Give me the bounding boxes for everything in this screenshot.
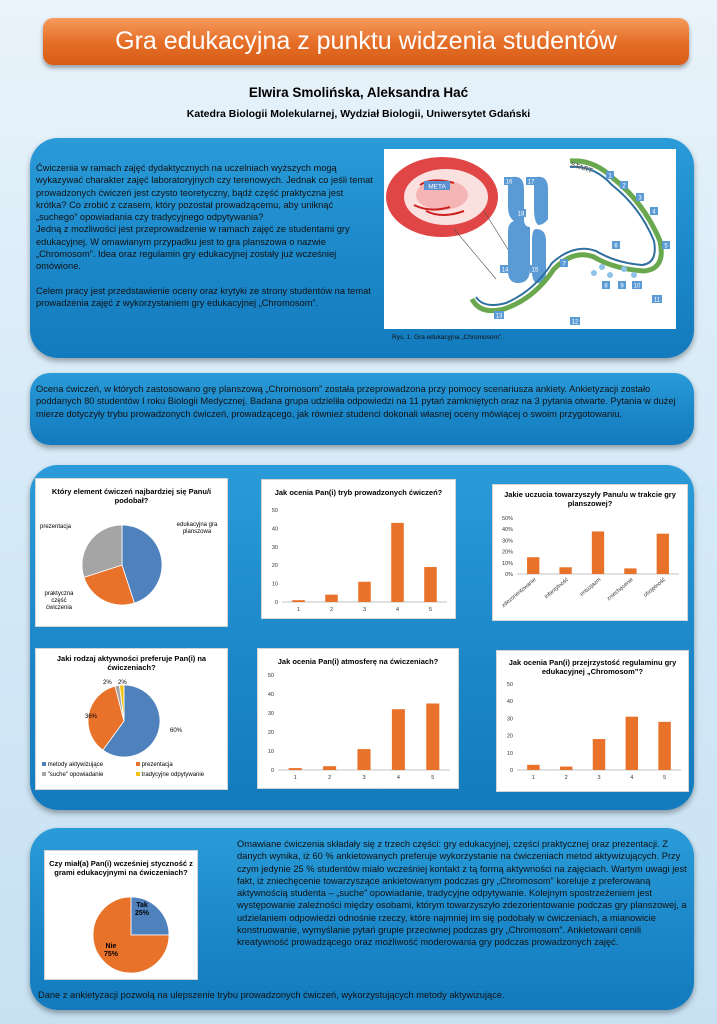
y-tick-label: 30% xyxy=(501,538,513,545)
x-tick-label: 2 xyxy=(329,607,334,613)
chromosom-board-figure xyxy=(384,149,676,329)
board-number: 10 xyxy=(633,283,641,290)
chart-1 xyxy=(35,478,228,627)
pie-label: praktyczna część ćwiczenia xyxy=(44,591,74,611)
bar xyxy=(424,567,437,602)
bar xyxy=(358,582,371,602)
y-tick-label: 20% xyxy=(501,549,513,556)
chart-6 xyxy=(496,650,689,792)
legend-swatch xyxy=(42,762,46,766)
pie-svg xyxy=(45,851,197,979)
x-tick-label: 5 xyxy=(663,775,667,781)
intro-text xyxy=(36,162,376,321)
bar-svg xyxy=(493,485,687,620)
bar-svg xyxy=(497,651,688,791)
bar xyxy=(325,595,338,602)
board-number: 18 xyxy=(517,211,525,218)
chart-title: Jak ocenia Pan(i) atmosferę na ćwiczeniach? xyxy=(277,657,439,666)
chart-title: Jak ocenia Pan(i) przejrzystość regulaminu gry edukacyjnej „Chromosom”? xyxy=(508,658,677,676)
y-tick-label: 10 xyxy=(271,581,278,588)
y-tick-label: 50 xyxy=(271,508,278,514)
chart-title: Czy miał(a) Pan(i) wcześniej styczność z grami edukacyjnymi na ćwiczeniach? xyxy=(49,859,193,877)
y-tick-label: 10 xyxy=(267,749,274,755)
legend-label: "suche" opowiadanie xyxy=(47,772,104,778)
y-tick-label: 10 xyxy=(506,750,513,757)
y-tick-label: 50% xyxy=(501,516,513,522)
y-tick-label: 40 xyxy=(271,526,278,533)
pie-data-label: 2% xyxy=(118,680,127,686)
bar xyxy=(527,557,539,574)
y-tick-label: 0 xyxy=(270,768,274,774)
legend-swatch xyxy=(42,772,46,776)
board-number: 15 xyxy=(531,267,539,274)
bar xyxy=(323,766,336,770)
board-number: 13 xyxy=(495,313,503,320)
pie-data-label: 60% xyxy=(170,728,183,734)
board-number: 9 xyxy=(620,283,624,290)
intro-paragraph-1: Ćwiczenia w ramach zajęć dydaktycznych na uczelniach wyższych mogą wykazywać charakter zajęć laboratoryjnych czy terenowych. Jednak co jeśli temat prowadzonych ćwiczeń jest czysto teoretyczny, bądź część praktyczna jest krótka? Co zrobić z czasem, który pozostał prowadzącemu, aby uniknąć „suchego” opowiadania czy tradycyjnego odpytywania? xyxy=(36,163,373,223)
pie-label: Tak xyxy=(136,902,148,909)
board-number: 5 xyxy=(664,243,668,250)
y-tick-label: 40 xyxy=(506,699,513,706)
board-number: 8 xyxy=(604,283,608,290)
meta-label: META xyxy=(428,183,446,191)
y-tick-label: 0 xyxy=(509,768,513,774)
bar xyxy=(658,722,670,770)
bar xyxy=(592,531,604,574)
y-tick-label: 30 xyxy=(506,716,513,723)
board-number: 2 xyxy=(622,183,626,190)
x-tick-label: zniechęcenie xyxy=(606,576,635,603)
bar-svg xyxy=(258,649,458,788)
results-text: Omawiane ćwiczenia składały się z trzech części: gry edukacyjnej, części praktycznej oraz prezentacji. Z danych wynika, iż 60 % ankietowanych preferuje wykorzystanie na ćwiczeniach metod aktywizujących. Przy czym jedynie 25 % studentów miało wcześniej kontakt z tą formą aktywności na zajęciach. Wartym uwagi jest fakt, iż zniechęcenie towarzyszące ankietowanym podczas gry „Chromosom” koreluje z preferowaną aktywnością studenta – „suche” opowiadanie, tradycyjne odpytywanie. Kolejnym spostrzeżeniem jest występowanie zależności między osobami, którym towarzyszyło zdezorientowanie podczas gry planszowej, a udzielaniem odpowiedzi odnośnie rzeczy, które najmniej im się podobały w ćwiczeniach, a mianowicie konstruowanie, wymyślanie pytań grupie przeciwnej podczas gry „Chromosom”. Ankietowani cenili kreatywność prowadzącego oraz możliwość moderowania gry podczas prowadzonych zajęć. xyxy=(237,839,687,948)
bar xyxy=(593,739,605,770)
x-tick-label: 3 xyxy=(597,775,601,781)
chart-title: Który element ćwiczeń najbardziej się Panu/i podobał? xyxy=(51,487,212,505)
bar xyxy=(626,717,638,770)
bar xyxy=(292,600,305,602)
legend-swatch xyxy=(136,772,140,776)
x-tick-label: 5 xyxy=(431,775,435,781)
board-number: 6 xyxy=(614,243,618,250)
board-number: 17 xyxy=(527,179,535,186)
y-tick-label: 20 xyxy=(506,733,513,740)
y-tick-label: 30 xyxy=(267,711,274,717)
y-tick-label: 40 xyxy=(267,692,274,698)
x-tick-label: 4 xyxy=(396,775,400,781)
bar xyxy=(392,709,405,770)
intro-paragraph-2: Jedną z możliwości jest przeprowadzenie w ramach zajęć ze studentami gry edukacyjnej. W omawianym przypadku jest to gra planszowa o nazwie „Chromosom”. Idea oraz regulamin gry edukacyjnej zostały już wcześniej omówione. xyxy=(36,224,350,272)
legend-label: prezentacja xyxy=(141,762,173,768)
x-tick-label: zdezorientowanie xyxy=(500,576,538,610)
y-tick-label: 40% xyxy=(501,527,513,534)
authors: Elwira Smolińska, Aleksandra Hać xyxy=(248,85,469,100)
bar xyxy=(559,567,571,574)
y-tick-label: 10% xyxy=(501,560,513,567)
y-tick-label: 30 xyxy=(271,544,278,551)
board-number: 14 xyxy=(501,267,509,274)
x-tick-label: obojętność xyxy=(642,576,668,599)
pie-data-label: 36% xyxy=(85,714,98,720)
y-tick-label: 0% xyxy=(505,572,513,578)
x-tick-label: 1 xyxy=(296,607,301,613)
bar xyxy=(527,765,539,770)
y-tick-label: 50 xyxy=(506,682,513,688)
legend-item xyxy=(136,772,204,779)
pie-label-group xyxy=(104,943,118,959)
y-tick-label: 20 xyxy=(267,730,274,736)
start-label: START xyxy=(569,161,594,175)
legend-item xyxy=(42,762,103,769)
chart-5 xyxy=(257,648,459,789)
bar xyxy=(357,749,370,770)
board-number: 16 xyxy=(505,179,513,186)
methods-panel xyxy=(30,373,694,445)
bar xyxy=(426,704,439,771)
bar-svg xyxy=(262,480,455,618)
bar xyxy=(657,534,669,574)
board-number: 3 xyxy=(638,195,642,202)
figure-caption: Rys. 1. Gra edukacyjna „Chromosom”. xyxy=(392,334,503,341)
chart-title: Jak ocenia Pan(i) tryb prowadzonych ćwiczeń? xyxy=(274,488,443,497)
bar xyxy=(624,568,636,574)
pie-label: Nie xyxy=(105,943,117,950)
x-tick-label: 3 xyxy=(362,607,367,613)
bar xyxy=(560,767,572,770)
chart-3 xyxy=(492,484,688,621)
x-tick-label: 1 xyxy=(531,775,535,781)
y-tick-label: 20 xyxy=(271,563,278,570)
pie-label: edukacyjna gra planszowa xyxy=(176,522,218,535)
y-tick-label: 50 xyxy=(267,673,274,679)
board-number: 1 xyxy=(608,173,612,180)
x-tick-label: 4 xyxy=(630,775,634,781)
methods-text: Ocena ćwiczeń, w których zastosowano grę planszową „Chromosom” została przeprowadzona przy pomocy scenariusza ankiety. Ankietyzacji zostało poddanych 80 studentów I roku Biologii Medycznej. Badana grupa udzieliła odpowiedzi na 11 pytań zamkniętych oraz na 3 pytania otwarte. Pytania w dużej mierze dotyczyły trybu prowadzonych ćwiczeń, prowadzącego, jak również studenci dokonali własnej oceny mówiącej o swoim przygotowaniu. xyxy=(36,384,676,419)
y-tick-label: 0 xyxy=(274,600,278,606)
x-tick-label: 2 xyxy=(328,775,332,781)
chart-title: Jakie uczucia towarzyszyły Panu/u w trakcie gry planszowej? xyxy=(504,490,676,508)
board-number: 7 xyxy=(562,261,566,268)
chart-2 xyxy=(261,479,456,619)
legend-label: tradycyjne odpytywanie xyxy=(141,772,205,778)
chart-4 xyxy=(35,648,228,790)
x-tick-label: entuzjazm xyxy=(579,576,603,598)
intro-paragraph-3: Celem pracy jest przedstawienie oceny oraz krytyki ze strony studentów na temat prowadzenia zajęć z wykorzystaniem gry edukacyjnej „Chromosom”. xyxy=(36,285,371,308)
poster-title: Gra edukacyjna z punktu widzenia studentów xyxy=(43,18,689,65)
pie-label: prezentacja xyxy=(40,524,72,530)
x-tick-label: infantylność xyxy=(543,576,570,601)
legend-swatch xyxy=(136,762,140,766)
pie-data-label: 75% xyxy=(104,951,119,958)
chart-title: Jaki rodzaj aktywności preferuje Pan(i) na ćwiczeniach? xyxy=(56,654,207,672)
chart-7 xyxy=(44,850,198,980)
x-tick-label: 4 xyxy=(395,607,400,613)
pie-data-label: 2% xyxy=(103,680,112,686)
legend-item xyxy=(42,772,103,779)
legend-label: metody aktywizujące xyxy=(47,762,104,768)
x-tick-label: 5 xyxy=(428,607,433,613)
x-tick-label: 3 xyxy=(362,775,366,781)
pie-label-group xyxy=(135,902,149,918)
bar xyxy=(289,768,302,770)
affiliation: Katedra Biologii Molekularnej, Wydział Biologii, Uniwersytet Gdański xyxy=(186,108,531,120)
x-tick-label: 2 xyxy=(564,775,568,781)
x-tick-label: 1 xyxy=(293,775,297,781)
board-number: 12 xyxy=(571,319,579,326)
bar xyxy=(391,523,404,602)
conclusion: Dane z ankietyzacji pozwolą na ulepszenie trybu prowadzonych ćwiczeń, wykorzystujących metody aktywizujące. xyxy=(38,990,505,1000)
legend-item xyxy=(136,762,173,769)
board-number: 4 xyxy=(652,209,656,216)
pie-data-label: 25% xyxy=(135,910,150,917)
board-number: 11 xyxy=(653,297,661,304)
